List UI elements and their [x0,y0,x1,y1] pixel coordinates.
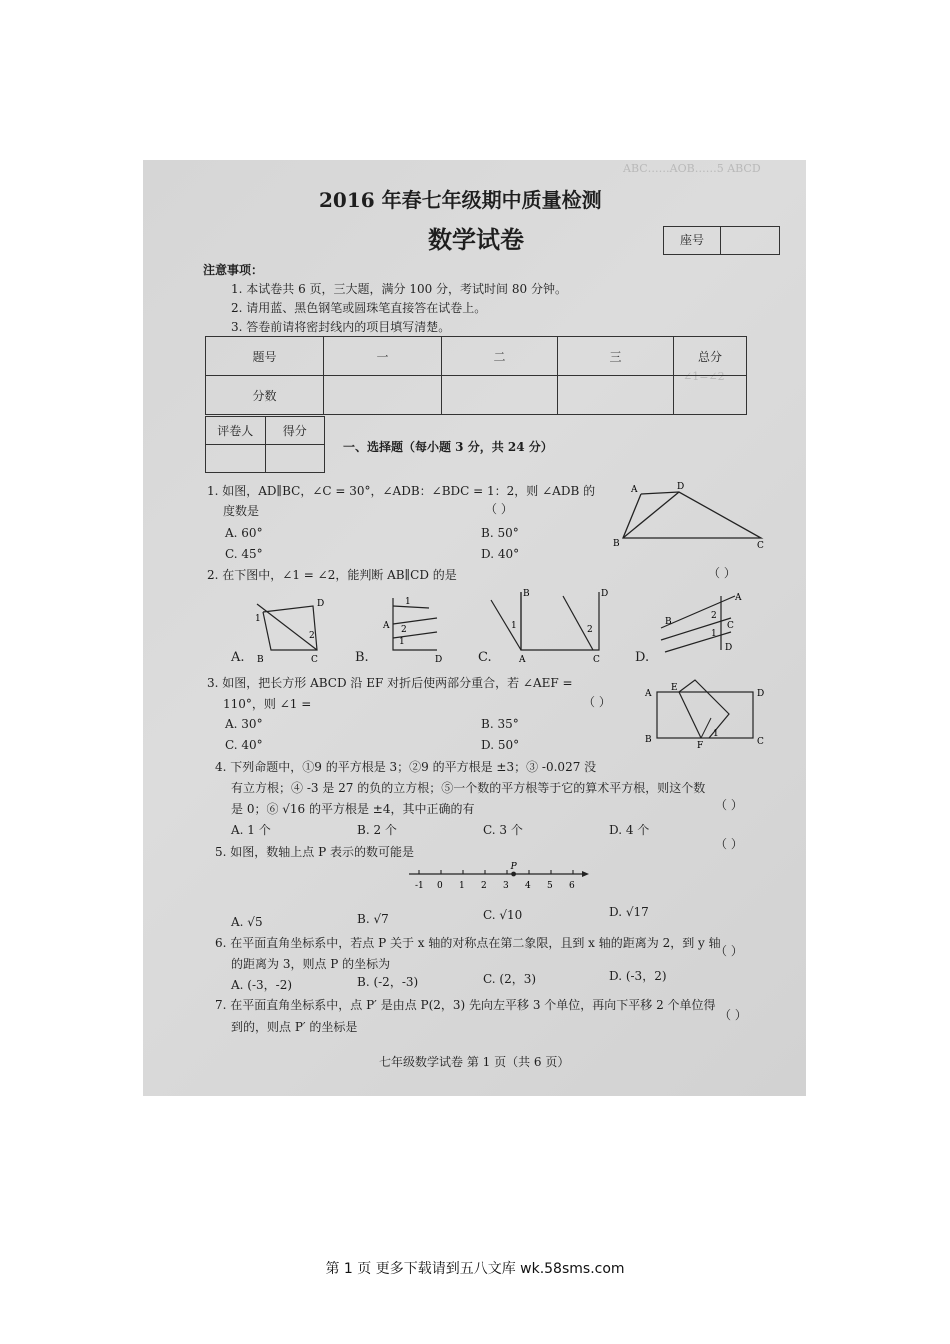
download-footer: 第 1 页 更多下载请到五八文库 wk.58sms.com [325,1261,625,1277]
option: D. 40° [481,547,520,561]
question-7-text: 到的，则点 P′ 的坐标是 [231,1020,358,1034]
fig-label: D [677,482,685,492]
answer-paren: （ ） [715,798,743,812]
exam-photo [143,160,806,1096]
point-p [511,872,516,877]
grader-header: 得分 [265,417,325,445]
exam-subtitle: 数学试卷 [428,225,524,254]
question-3-text: 110°，则 ∠1 = [223,697,312,711]
fig-label: A [645,689,652,699]
score-table [205,336,747,415]
answer-paren: （ ） [708,566,736,580]
svg-text:2: 2 [587,625,593,635]
svg-text:1: 1 [711,629,717,639]
svg-text:2: 2 [711,611,717,621]
score-cell [674,376,747,415]
option: C. 40° [225,738,263,752]
question-4-text: 有立方根；④ -3 是 27 的负的立方根；⑤一个数的平方根等于它的算术平方根，则这个数 [231,781,706,795]
axis-tick-label: 5 [547,881,553,891]
section-title: 一、选择题（每小题 3 分，共 24 分） [343,440,553,454]
question-4-text: 4. 下列命题中，①9 的平方根是 3；②9 的平方根是 ±3；③ -0.027 没 [215,760,597,774]
score-header: 一 [324,337,442,376]
svg-text:1: 1 [511,621,517,631]
fig-label: F [697,741,704,751]
axis-tick-label: 4 [525,881,531,891]
axis-tick-label: 6 [569,881,575,891]
question-5-text: 5. 如图，数轴上点 P 表示的数可能是 [215,845,414,859]
option: B. 35° [481,717,519,731]
svg-text:A: A [383,621,390,631]
option: D. (-3，2) [609,969,667,983]
axis-tick-label: -1 [415,881,424,891]
option: D. 50° [481,738,520,752]
notice-item: 2. 请用蓝、黑色钢笔或圆珠笔直接答在试卷上。 [231,301,487,315]
question-2-figure-c [483,588,609,665]
question-2-figure-a [243,588,333,665]
score-cell [442,376,558,415]
grader-table [205,416,325,473]
fig-label: 1 [713,729,719,739]
fig-label: B [645,735,652,745]
answer-paren: （ ） [715,837,743,851]
answer-paren: （ ） [715,944,743,958]
option: B. (-2，-3) [357,975,419,989]
option: A. (-3，-2) [231,978,293,992]
svg-text:D: D [601,589,609,599]
question-1-figure [611,478,771,550]
fig-label: D [757,689,765,699]
axis-tick-label: 0 [437,881,443,891]
option: C. √10 [483,908,523,922]
question-4-text: 是 0；⑥ √16 的平方根是 ±4，其中正确的有 [231,802,475,816]
option: C. 3 个 [483,823,523,837]
score-cell [324,376,442,415]
option: D. [635,650,650,665]
fig-label: C [757,737,764,747]
question-2-figure-d [655,588,755,662]
option: A. 60° [225,526,263,540]
svg-text:1: 1 [255,614,261,624]
score-header: 题号 [206,337,324,376]
axis-tick-label: 2 [481,881,487,891]
svg-text:C: C [311,655,318,665]
svg-text:D: D [317,599,325,609]
option: C. 45° [225,547,263,561]
option: B. 2 个 [357,823,397,837]
option: A. 30° [225,717,263,731]
bleed-through-text: ∠1=∠2 [683,370,725,383]
question-6-text: 6. 在平面直角坐标系中，若点 P 关于 x 轴的对称点在第二象限，且到 x 轴的距离为 2，到 y 轴 [215,936,721,950]
seat-number-box [663,226,780,255]
score-header: 二 [442,337,558,376]
option: C. (2，3) [483,972,537,986]
exam-title: 2016 年春七年级期中质量检测 [319,188,602,212]
option: A. 1 个 [231,823,271,837]
bleed-through-text: ABC……AOB……5 ABCD [623,162,761,175]
option: A. [231,650,245,665]
option: A. √5 [231,915,263,929]
fig-label: C [757,541,764,551]
option: D. 4 个 [609,823,650,837]
grader-cell [206,445,266,473]
fig-label: E [671,683,678,693]
score-header: 总分 [674,337,747,376]
question-1-text: 1. 如图，AD∥BC，∠C = 30°，∠ADB：∠BDC = 1：2，则 ∠ADB 的 [207,484,596,498]
notice-heading: 注意事项： [203,263,264,277]
page-footer: 七年级数学试卷 第 1 页（共 6 页） [379,1055,570,1069]
score-cell [558,376,674,415]
svg-text:B: B [257,655,264,665]
answer-paren: （ ） [485,502,513,516]
question-2-figure-b [381,588,471,665]
question-7-text: 7. 在平面直角坐标系中，点 P′ 是由点 P(2，3) 先向左平移 3 个单位，再向下平移 2 个单位得 [215,998,716,1012]
seat-label: 座号 [664,227,721,254]
grader-cell [265,445,325,473]
answer-paren: （ ） [719,1008,747,1022]
axis-arrow [582,871,589,877]
svg-text:D: D [725,643,733,653]
axis-tick-label: 1 [459,881,465,891]
question-3-text: 3. 如图，把长方形 ABCD 沿 EF 对折后使两部分重合，若 ∠AEF = [207,676,573,690]
svg-text:A: A [735,593,742,603]
notice-item: 1. 本试卷共 6 页，三大题，满分 100 分，考试时间 80 分钟。 [231,282,567,296]
score-row-label: 分数 [206,376,324,415]
svg-text:B: B [665,617,672,627]
svg-text:C: C [593,655,600,665]
grader-header: 评卷人 [206,417,266,445]
option: B. √7 [357,912,389,926]
svg-text:1: 1 [399,637,405,647]
fig-label: B [613,539,620,549]
option: D. √17 [609,905,649,919]
fig-label: A [631,485,638,495]
option: B. [355,650,369,665]
axis-tick-label: 3 [503,881,509,891]
question-6-text: 的距离为 3，则点 P 的坐标为 [231,957,391,971]
score-header: 三 [558,337,674,376]
svg-text:B: B [523,589,530,599]
point-p-label: P [510,862,517,872]
number-line [405,860,595,896]
svg-text:2: 2 [309,631,315,641]
svg-text:1: 1 [405,597,411,607]
svg-text:D: D [435,655,443,665]
svg-text:2: 2 [401,625,407,635]
option: B. 50° [481,526,519,540]
notice-item: 3. 答卷前请将密封线内的项目填写清楚。 [231,320,451,334]
question-2-text: 2. 在下图中，∠1 = ∠2，能判断 AB∥CD 的是 [207,568,457,582]
question-1-text: 度数是 [223,504,260,518]
svg-text:A: A [519,655,526,665]
svg-text:C: C [727,621,734,631]
answer-paren: （ ） [583,695,611,709]
question-3-figure [643,678,773,751]
option: C. [478,650,492,665]
